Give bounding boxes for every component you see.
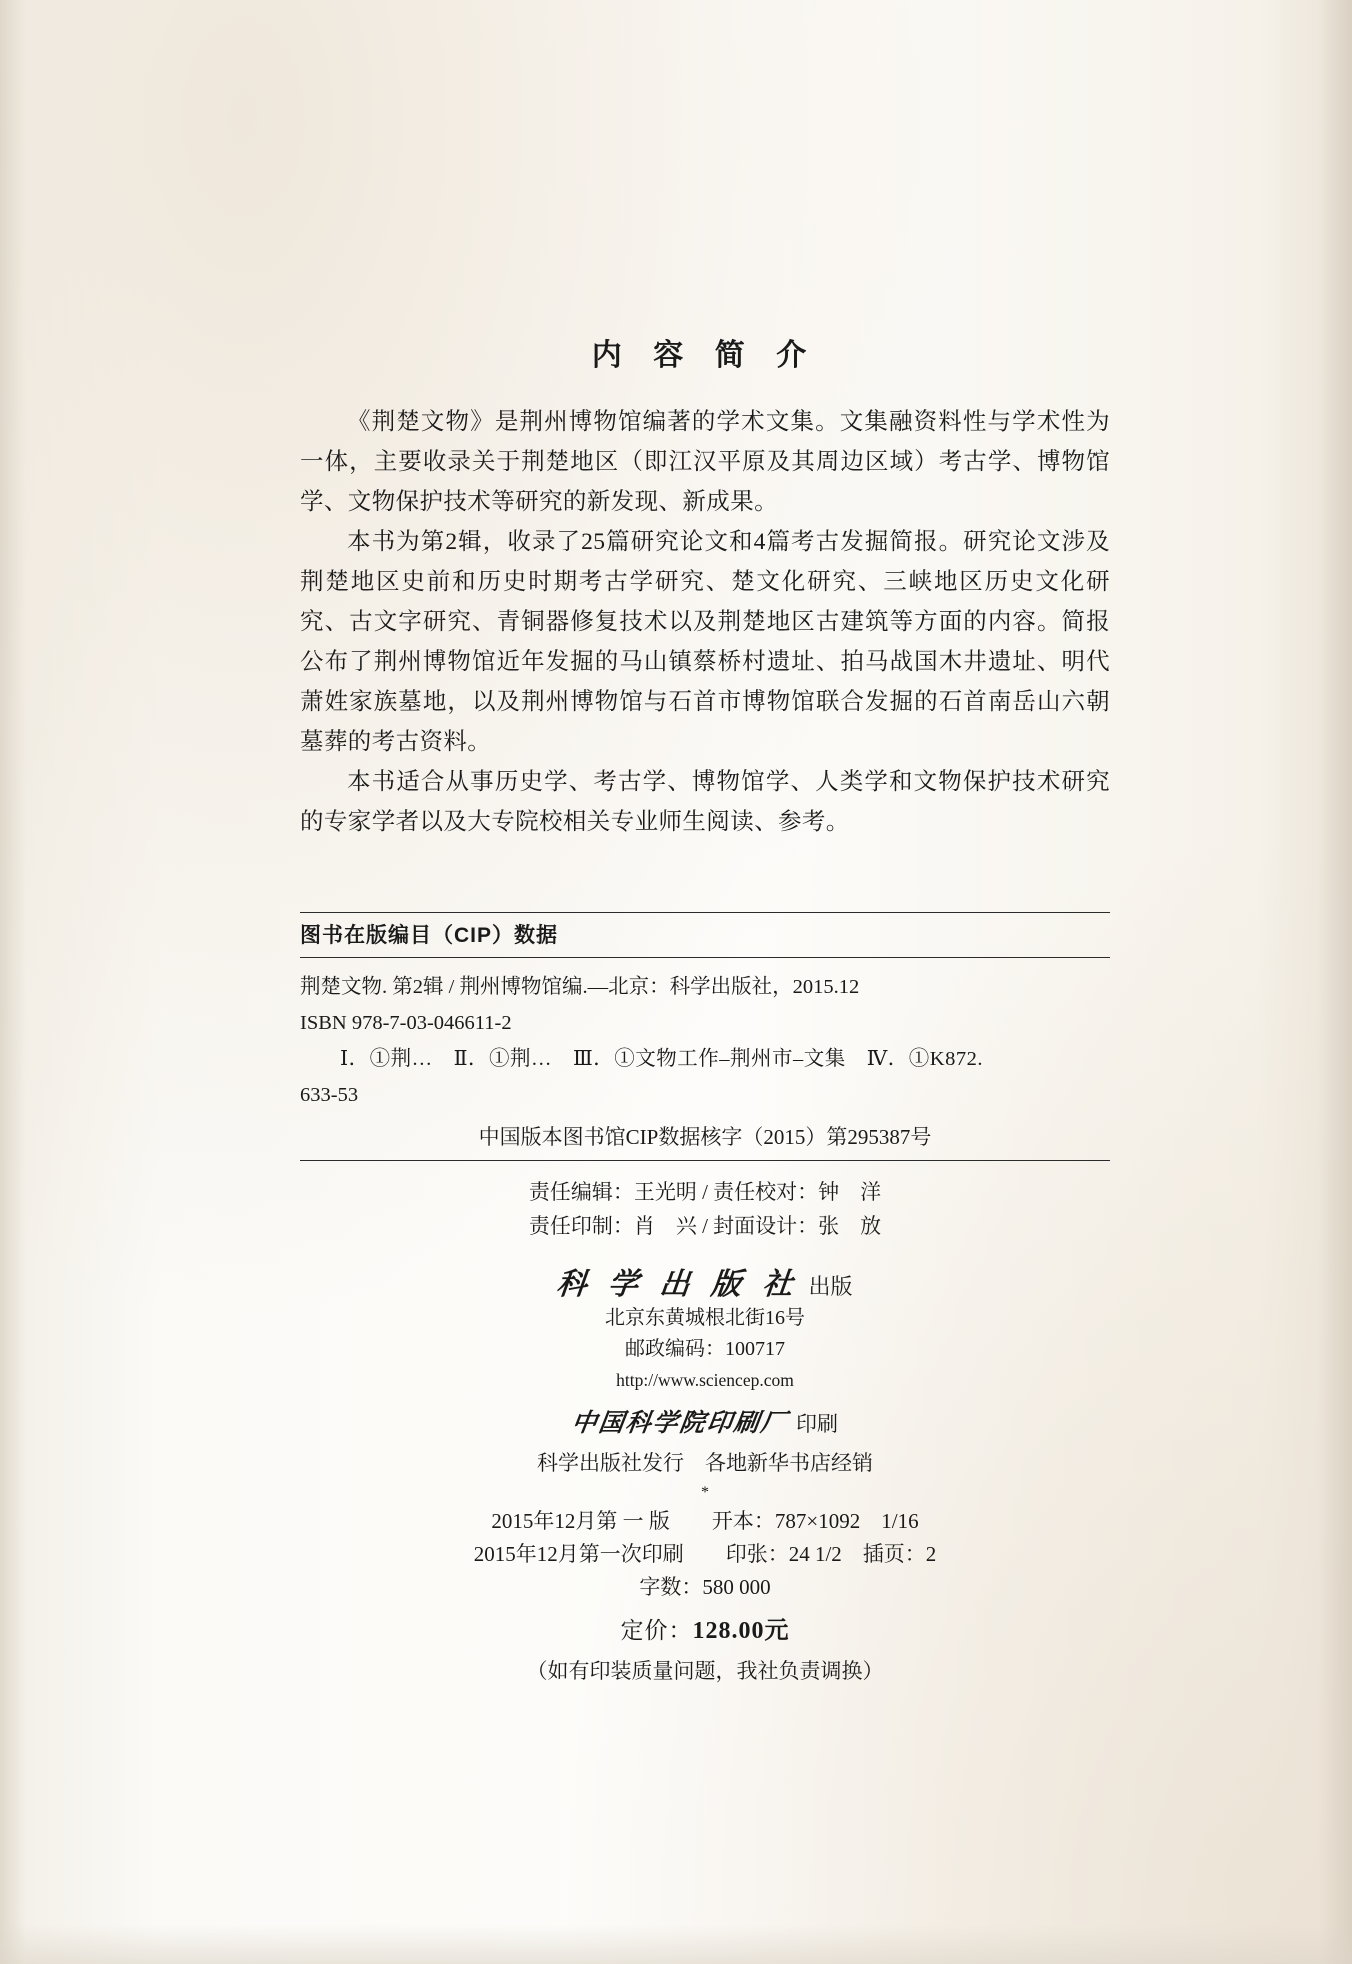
publisher-address: 北京东黄城根北街16号 [605,1307,805,1329]
cip-classification-line: Ⅰ．①荆… Ⅱ．①荆… Ⅲ．①文物工作–荆州市–文集 Ⅳ．①K872. [340,1048,983,1070]
publisher-url[interactable]: http://www.sciencep.com [616,1370,794,1390]
distribution-line: 科学出版社发行 各地新华书店经销 [537,1451,873,1475]
separator-asterisk: * [701,1484,709,1501]
page-edge-shadow-right [1318,0,1352,1964]
summary-paragraph-3: 本书适合从事历史学、考古学、博物馆学、人类学和文物保护技术研究的专家学者以及大专院校相关专业师生阅读、参考。 [300,769,1110,835]
printer-row [300,1403,1110,1439]
cip-body [300,958,1110,1160]
summary-paragraph-1: 《荆楚文物》是荆州博物馆编著的学术文集。文集融资料性与学术性为一体，主要收录关于荆楚地区（即江汉平原及其周边区域）考古学、博物馆学、文物保护技术等研究的新发现、新成果。 [300,409,1110,515]
quality-note: （如有印装质量问题，我社负责调换） [526,1659,884,1683]
price-line [300,1610,1110,1645]
credit-production-line: 责任印制：肖 兴 / 封面设计：张 放 [528,1214,882,1238]
publisher-logo: 科 学 出 版 社 [555,1268,802,1301]
publisher-postcode: 邮政编码：100717 [625,1338,785,1360]
spec-wordcount-line: 字数：580 000 [639,1575,771,1599]
price-label: 定价： [620,1618,693,1643]
spec-edition-line: 2015年12月第 一 版 开本：787×1092 1/16 [491,1509,919,1533]
price-value: 128.00元 [692,1618,790,1644]
publisher-row [300,1259,1110,1303]
spec-impression-line: 2015年12月第一次印刷 印张：24 1/2 插页：2 [473,1542,937,1566]
printer-logo: 中国科学院印刷厂 [569,1410,790,1437]
cip-classification-line-cont: 633-53 [300,1084,359,1106]
summary-paragraph-2: 本书为第2辑，收录了25篇研究论文和4篇考古发掘简报。研究论文涉及荆楚地区史前和历史时期考古学研究、楚文化研究、三峡地区历史文化研究、古文字研究、青铜器修复技术以及荆楚地区古建筑等方面的内容。简报公布了荆州博物馆近年发掘的马山镇蔡桥村遗址、拍马战国木井遗址、明代萧姓家族墓地，以及荆州博物馆与石首市博物馆联合发掘的石首南岳山六朝墓葬的考古资料。 [300,529,1110,755]
credit-editor-line: 责任编辑：王光明 / 责任校对：钟 洋 [528,1180,882,1204]
cip-registration-line: 中国版本图书馆CIP数据核字（2015）第295387号 [478,1125,932,1149]
page-title: 内 容 简 介 [591,339,819,372]
page-content [300,330,1110,1685]
credits-block [300,1161,1110,1243]
cip-title-line: 荆楚文物. 第2辑 / 荆州博物馆编.—北京：科学出版社，2015.12 [300,976,860,998]
printer-suffix: 印刷 [796,1412,838,1436]
print-specs [300,1505,1110,1604]
publisher-suffix: 出版 [808,1274,853,1299]
page-edge-shadow-left [0,0,26,1964]
cip-heading: 图书在版编目（CIP）数据 [300,924,559,947]
page-edge-shadow-bottom [0,1924,1352,1964]
cip-isbn-line: ISBN 978-7-03-046611-2 [300,1012,512,1034]
cip-block [300,912,1110,1161]
